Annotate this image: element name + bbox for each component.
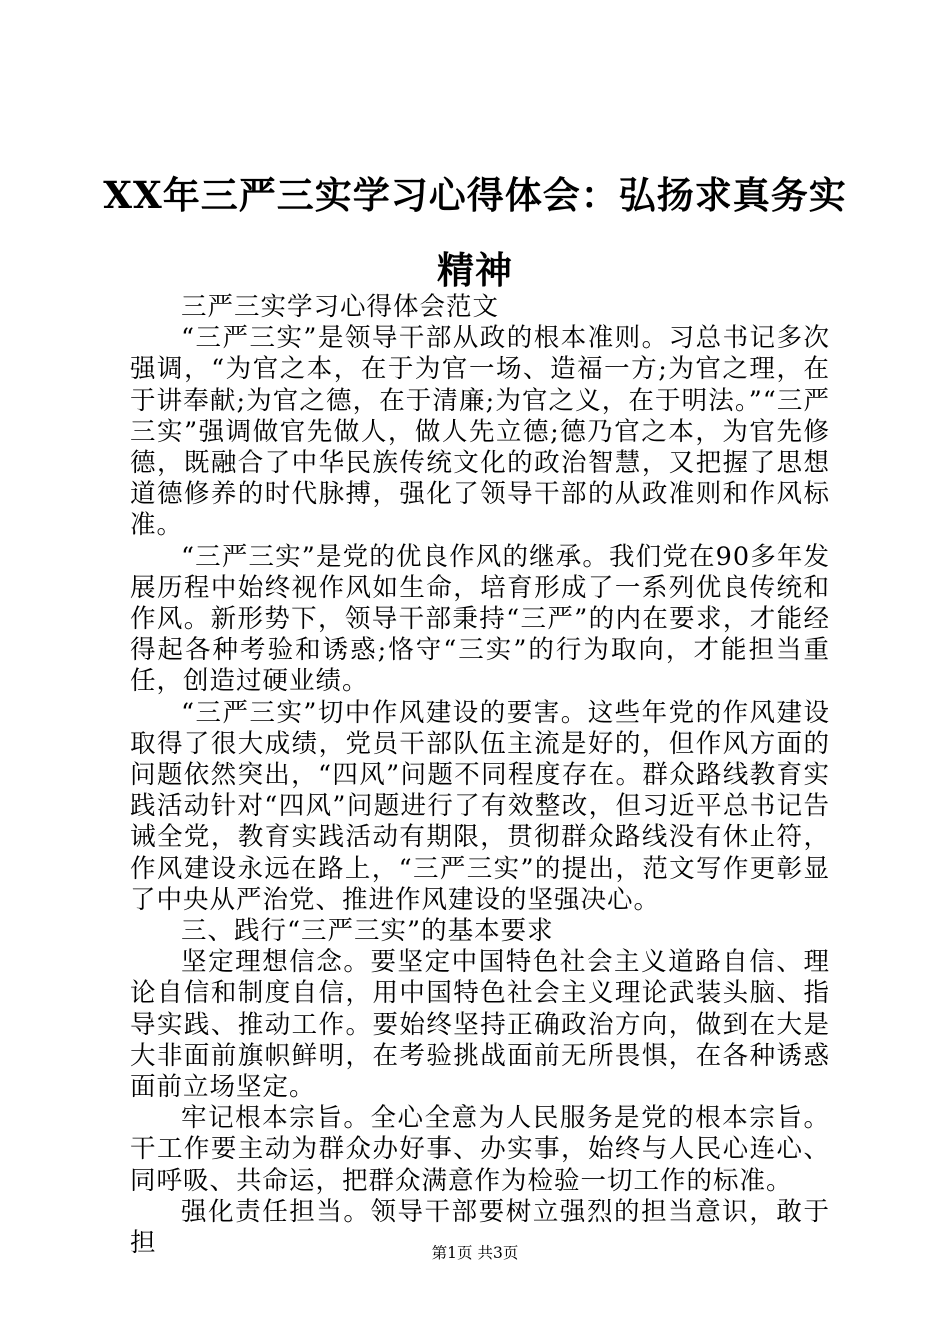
paragraph: 牢记根本宗旨。全心全意为人民服务是党的根本宗旨。干工作要主动为群众办好事、办实事，始终与人民心连心、同呼吸、共命运，把群众满意作为检验一切工作的标准。 xyxy=(130,1103,830,1196)
page-footer: 第1页 共3页 xyxy=(431,1244,519,1262)
paragraph: “三严三实”是领导干部从政的根本准则。习总书记多次强调，“为官之本，在于为官一场、造福一方;为官之理，在于讲奉献;为官之德，在于清廉;为官之义，在于明法。”“三严三实”强调做官先做人，做人先立德;德乃官之本，为官先修德，既融合了中华民族传统文化的政治智慧，又把握了思想道德修养的时代脉搏，强化了领导干部的从政准则和作风标准。 xyxy=(130,323,830,541)
paragraph: 坚定理想信念。要坚定中国特色社会主义道路自信、理论自信和制度自信，用中国特色社会主义理论武装头脑、指导实践、推动工作。要始终坚持正确政治方向，做到在大是大非面前旗帜鲜明，在考验挑战面前无所畏惧，在各种诱惑面前立场坚定。 xyxy=(130,947,830,1103)
paragraph: 强化责任担当。领导干部要树立强烈的担当意识，敢于担 xyxy=(130,1196,830,1259)
document-body xyxy=(130,292,830,1259)
document-title xyxy=(100,158,850,308)
paragraph: “三严三实”切中作风建设的要害。这些年党的作风建设取得了很大成绩，党员干部队伍主流是好的，但作风方面的问题依然突出，“四风”问题不同程度存在。群众路线教育实践活动针对“四风”问题进行了有效整改，但习近平总书记告诫全党，教育实践活动有期限，贯彻群众路线没有休止符，作风建设永远在路上，“三严三实”的提出，范文写作更彰显了中央从严治党、推进作风建设的坚强决心。 xyxy=(130,697,830,915)
paragraph: “三严三实”是党的优良作风的继承。我们党在90多年发展历程中始终视作风如生命，培育形成了一系列优良传统和作风。新形势下，领导干部秉持“三严”的内在要求，才能经得起各种考验和诱惑;恪守“三实”的行为取向，才能担当重任，创造过硬业绩。 xyxy=(130,541,830,697)
title-line-1: XX年三严三实学习心得体会：弘扬求真务实 xyxy=(103,173,847,217)
section-heading: 三、践行“三严三实”的基本要求 xyxy=(181,916,554,947)
title-line-2: 精神 xyxy=(437,248,513,292)
paragraph-subtitle: 三严三实学习心得体会范文 xyxy=(181,292,500,322)
